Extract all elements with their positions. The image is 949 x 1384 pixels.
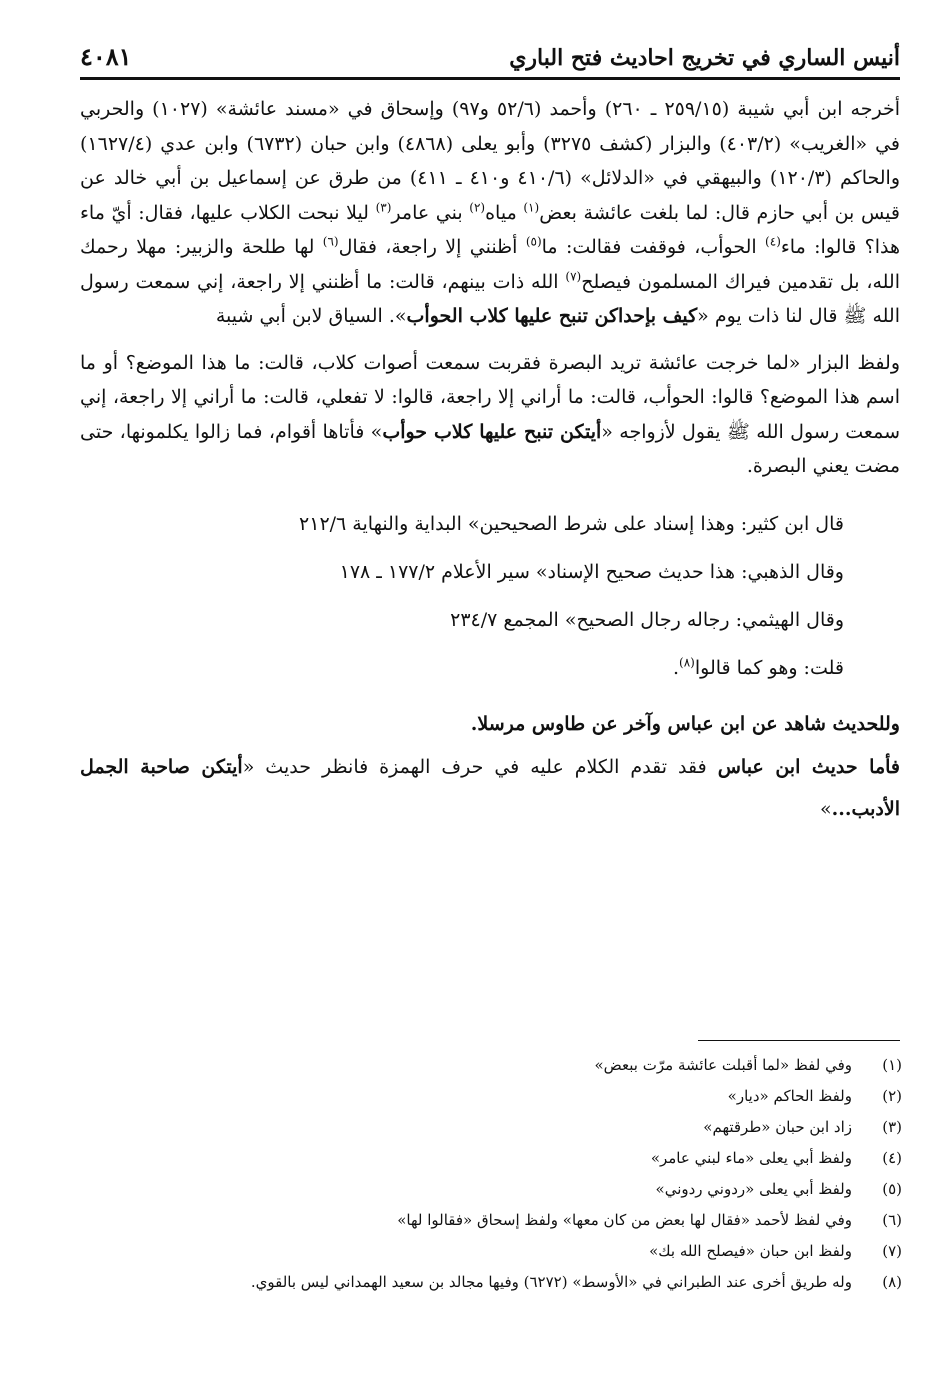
text-run: قلت: وهو كما قالوا: [694, 656, 844, 679]
footnote-number: (٧): [882, 1242, 902, 1260]
footnote-item: [80, 1143, 902, 1174]
text-run: الله ذات بينهم، قالت: ما أظنني إلا راجعة، إني سمعت رسول الله ﷺ قال لنا ذات يوم «: [80, 270, 900, 327]
text-run: الحوأب، فوقفت فقالت: ما: [541, 236, 766, 258]
footnote-item: [80, 1174, 902, 1205]
footnote-text: ولفظ أبي يعلى «ماء لبني عامر»: [650, 1149, 852, 1167]
footnote-ref-5: (٥): [525, 234, 542, 249]
main-text: [80, 92, 900, 830]
footnote-item: [80, 1267, 902, 1298]
ruling-haythami: وقال الهيثمي: رجاله رجال الصحيح» المجمع ٢٣٤/٧: [450, 608, 844, 631]
text-run: »: [820, 797, 832, 820]
shawahid-section: [80, 702, 900, 830]
footnote-text: وفي لفظ «لما أقبلت عائشة مرّت ببعض»: [594, 1056, 852, 1074]
footnote-text: ولفظ أبي يعلى «ردوني ردوني»: [655, 1180, 852, 1198]
footnote-text: وله طريق أخرى عند الطبراني في «الأوسط» (٦٢٧٢) وفيها مجالد بن سعيد الهمداني ليس بالقوي.: [250, 1273, 852, 1291]
footnote-ref-2: (٢): [469, 200, 486, 215]
page-header: [80, 35, 900, 80]
footnote-text: زاد ابن حبان «طرقتهم»: [703, 1118, 852, 1136]
text-run: ». السياق لابن أبي شيبة: [215, 305, 407, 327]
page-number: ٤٠٨١: [80, 42, 132, 71]
footnote-item: [80, 1081, 902, 1112]
shawahid-heading: وللحديث شاهد عن ابن عباس وآخر عن طاوس مرسلا.: [470, 712, 900, 735]
paragraph-takhrij: [80, 92, 900, 334]
ruling-ibn-kathir: قال ابن كثير: وهذا إسناد على شرط الصحيحين» البداية والنهاية ٢١٢/٦: [299, 512, 844, 535]
text-run: ليلا نبحت الكلاب عليها، فقال: أيّ ماء هذا؟ قالوا: ماء: [80, 201, 900, 258]
footnote-item: [80, 1205, 902, 1236]
footnote-divider: [698, 1040, 900, 1041]
footnote-ref-4: (٤): [765, 234, 781, 249]
footnote-item: [80, 1236, 902, 1267]
footnote-ref-7: (٧): [565, 269, 582, 284]
text-run: أخرجه ابن أبي شيبة (٢٥٩/١٥ ـ ٢٦٠) وأحمد (٥٢/٦ و٩٧) وإسحاق في «مسند عائشة» (١٠٢٧) والحربي في «الغريب» (٤٠٣/٢) والبزار (كشف ٣٢٧٥) وأبو يعلى (٤٨٦٨) وابن حبان (٦٧٣٢) وابن عدي (١٦٢٧/٤) والحاكم (١٢٠/٣) والبيهقي في «الدلائل» (٤١٠/٦ و٤١٠ ـ ٤١١) من طرق عن إسماعيل بن أبي خالد عن قيس بن أبي حازم قال: لما بلغت عائشة بعض: [80, 98, 901, 224]
footnote-number: (٦): [882, 1211, 902, 1229]
footnote-text: ولفظ ابن حبان «فيصلح الله بك»: [649, 1242, 852, 1260]
footnote-number: (٥): [882, 1180, 902, 1198]
text-run: بني عامر: [391, 201, 470, 224]
text-run: » فأتاها أقوام، فما زالوا يكلمونها، حتى مضت يعني البصرة.: [80, 420, 900, 477]
footnote-ref-8: (٨): [679, 655, 695, 670]
text-run: فقد تقدم الكلام عليه في حرف الهمزة فانظر حديث «: [242, 755, 718, 778]
hadith-text-bold: كيف بإحداكن تنبح عليها كلاب الحوأب: [406, 305, 698, 327]
footnote-item: [80, 1050, 902, 1081]
footnote-item: [80, 1112, 902, 1143]
scholar-rulings: [80, 500, 900, 692]
footnote-number: (٣): [882, 1118, 902, 1136]
paragraph-bazzar: [80, 346, 900, 484]
text-run: .: [672, 656, 680, 679]
footnote-number: (٢): [882, 1087, 902, 1105]
footnotes: [80, 1050, 902, 1298]
ruling-dhahabi: وقال الذهبي: هذا حديث صحيح الإسناد» سير الأعلام ١٧٧/٢ ـ ١٧٨: [339, 560, 844, 583]
footnote-number: (٤): [882, 1149, 902, 1167]
text-run: أظنني إلا راجعة، فقال: [338, 236, 526, 258]
footnote-ref-6: (٦): [322, 234, 339, 249]
footnote-text: وفي لفظ لأحمد «فقال لها بعض من كان معها» ولفظ إسحاق «فقالوا لها»: [397, 1211, 852, 1229]
hadith-text-bold: أيتكن تنبح عليها كلاب حوأب: [382, 420, 602, 443]
text-run: لها طلحة والزبير: مهلا رحمك الله، بل تقدمين فيراك المسلمون فيصلح: [80, 236, 900, 293]
bold-run: فأما حديث ابن عباس: [717, 755, 901, 778]
text-run: ولفظ البزار «لما خرجت عائشة تريد البصرة فقربت سمعت أصوات كلاب، قالت: ما هذا الموضع؟ أو ما اسم هذا الموضع؟ قالوا: الحوأب، قالت: ما أراني إلا راجعة، قالوا: لا تفعلي، قالت: ما أراني إلا راجعة، إني سمعت رسول الله ﷺ يقول لأزواجه «: [80, 351, 900, 443]
running-title: أنيس الساري في تخريج احاديث فتح الباري: [509, 45, 900, 71]
ibn-abbas-paragraph: [80, 746, 900, 830]
hadith-text-bold: أيتكن صاحبة الجمل الأدبب...: [80, 755, 900, 820]
footnote-number: (٨): [882, 1273, 902, 1291]
author-verdict: [80, 644, 844, 692]
footnote-text: ولفظ الحاكم «ديار»: [727, 1087, 852, 1105]
footnote-ref-1: (١): [523, 200, 540, 215]
footnote-ref-3: (٣): [375, 200, 392, 215]
text-run: مياه: [485, 201, 524, 224]
footnote-number: (١): [882, 1056, 902, 1074]
